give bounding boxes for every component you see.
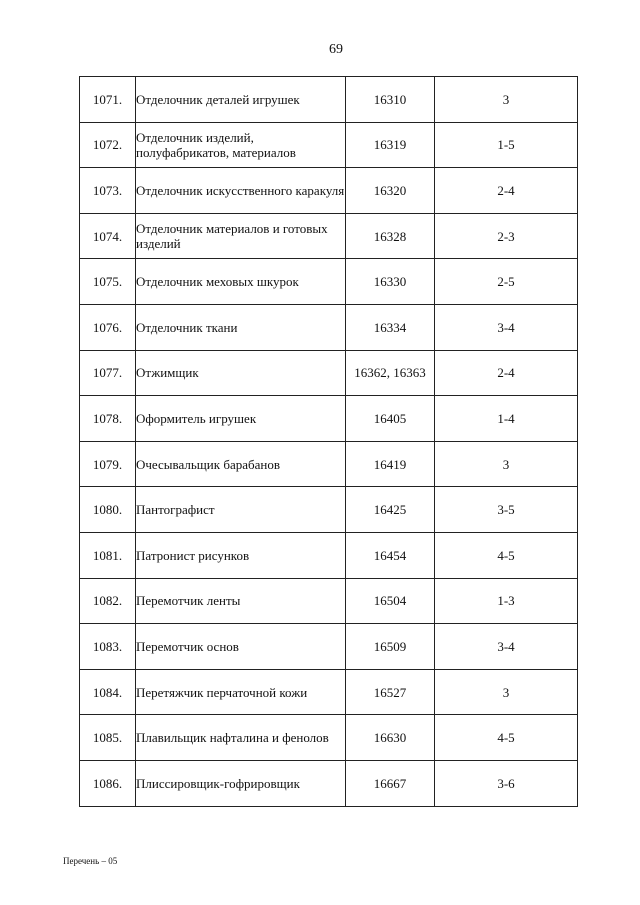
table-body <box>80 77 578 807</box>
profession-name: Отделочник ткани <box>136 304 346 350</box>
grade-range: 4-5 <box>435 532 578 578</box>
profession-name: Патронист рисунков <box>136 532 346 578</box>
profession-code: 16334 <box>346 304 435 350</box>
profession-name: Отделочник меховых шкурок <box>136 259 346 305</box>
table-row <box>80 532 578 578</box>
profession-name: Пантографист <box>136 487 346 533</box>
grade-range: 2-4 <box>435 168 578 214</box>
table-row <box>80 350 578 396</box>
profession-code: 16330 <box>346 259 435 305</box>
table-row <box>80 441 578 487</box>
profession-code: 16310 <box>346 77 435 123</box>
profession-name: Отделочник изделий, полуфабрикатов, материалов <box>136 122 346 168</box>
grade-range: 4-5 <box>435 715 578 761</box>
profession-name: Отделочник деталей игрушек <box>136 77 346 123</box>
profession-code: 16667 <box>346 760 435 806</box>
profession-code: 16527 <box>346 669 435 715</box>
profession-table <box>79 76 578 807</box>
profession-code: 16425 <box>346 487 435 533</box>
profession-code: 16419 <box>346 441 435 487</box>
table-row <box>80 122 578 168</box>
grade-range: 3 <box>435 669 578 715</box>
profession-code: 16509 <box>346 624 435 670</box>
profession-code: 16320 <box>346 168 435 214</box>
row-number: 1086. <box>80 760 136 806</box>
footer-note: Перечень – 05 <box>63 856 118 866</box>
profession-name: Перемотчик ленты <box>136 578 346 624</box>
row-number: 1075. <box>80 259 136 305</box>
table-row <box>80 168 578 214</box>
table-row <box>80 259 578 305</box>
profession-name: Отделочник материалов и готовых изделий <box>136 213 346 259</box>
profession-code: 16454 <box>346 532 435 578</box>
profession-code: 16405 <box>346 396 435 442</box>
profession-name: Перемотчик основ <box>136 624 346 670</box>
grade-range: 3 <box>435 441 578 487</box>
table-row <box>80 624 578 670</box>
grade-range: 1-3 <box>435 578 578 624</box>
row-number: 1077. <box>80 350 136 396</box>
row-number: 1076. <box>80 304 136 350</box>
profession-name: Плавильщик нафталина и фенолов <box>136 715 346 761</box>
row-number: 1073. <box>80 168 136 214</box>
row-number: 1071. <box>80 77 136 123</box>
grade-range: 2-4 <box>435 350 578 396</box>
grade-range: 1-5 <box>435 122 578 168</box>
profession-code: 16319 <box>346 122 435 168</box>
row-number: 1081. <box>80 532 136 578</box>
profession-name: Отжимщик <box>136 350 346 396</box>
profession-name: Очесывальщик барабанов <box>136 441 346 487</box>
row-number: 1084. <box>80 669 136 715</box>
row-number: 1072. <box>80 122 136 168</box>
page-number: 69 <box>329 42 343 57</box>
grade-range: 3-5 <box>435 487 578 533</box>
row-number: 1078. <box>80 396 136 442</box>
table-row <box>80 669 578 715</box>
row-number: 1080. <box>80 487 136 533</box>
row-number: 1079. <box>80 441 136 487</box>
grade-range: 3-4 <box>435 304 578 350</box>
grade-range: 3-4 <box>435 624 578 670</box>
table-row <box>80 304 578 350</box>
table-row <box>80 213 578 259</box>
profession-code: 16362, 16363 <box>346 350 435 396</box>
row-number: 1085. <box>80 715 136 761</box>
profession-name: Плиссировщик-гофрировщик <box>136 760 346 806</box>
table-row <box>80 578 578 624</box>
table-row <box>80 487 578 533</box>
grade-range: 1-4 <box>435 396 578 442</box>
table-row <box>80 760 578 806</box>
table-row <box>80 715 578 761</box>
grade-range: 2-5 <box>435 259 578 305</box>
profession-code: 16328 <box>346 213 435 259</box>
profession-code: 16630 <box>346 715 435 761</box>
grade-range: 2-3 <box>435 213 578 259</box>
row-number: 1083. <box>80 624 136 670</box>
profession-name: Оформитель игрушек <box>136 396 346 442</box>
table-row <box>80 77 578 123</box>
profession-name: Отделочник искусственного каракуля <box>136 168 346 214</box>
row-number: 1074. <box>80 213 136 259</box>
table-row <box>80 396 578 442</box>
grade-range: 3-6 <box>435 760 578 806</box>
profession-name: Перетяжчик перчаточной кожи <box>136 669 346 715</box>
grade-range: 3 <box>435 77 578 123</box>
profession-code: 16504 <box>346 578 435 624</box>
row-number: 1082. <box>80 578 136 624</box>
